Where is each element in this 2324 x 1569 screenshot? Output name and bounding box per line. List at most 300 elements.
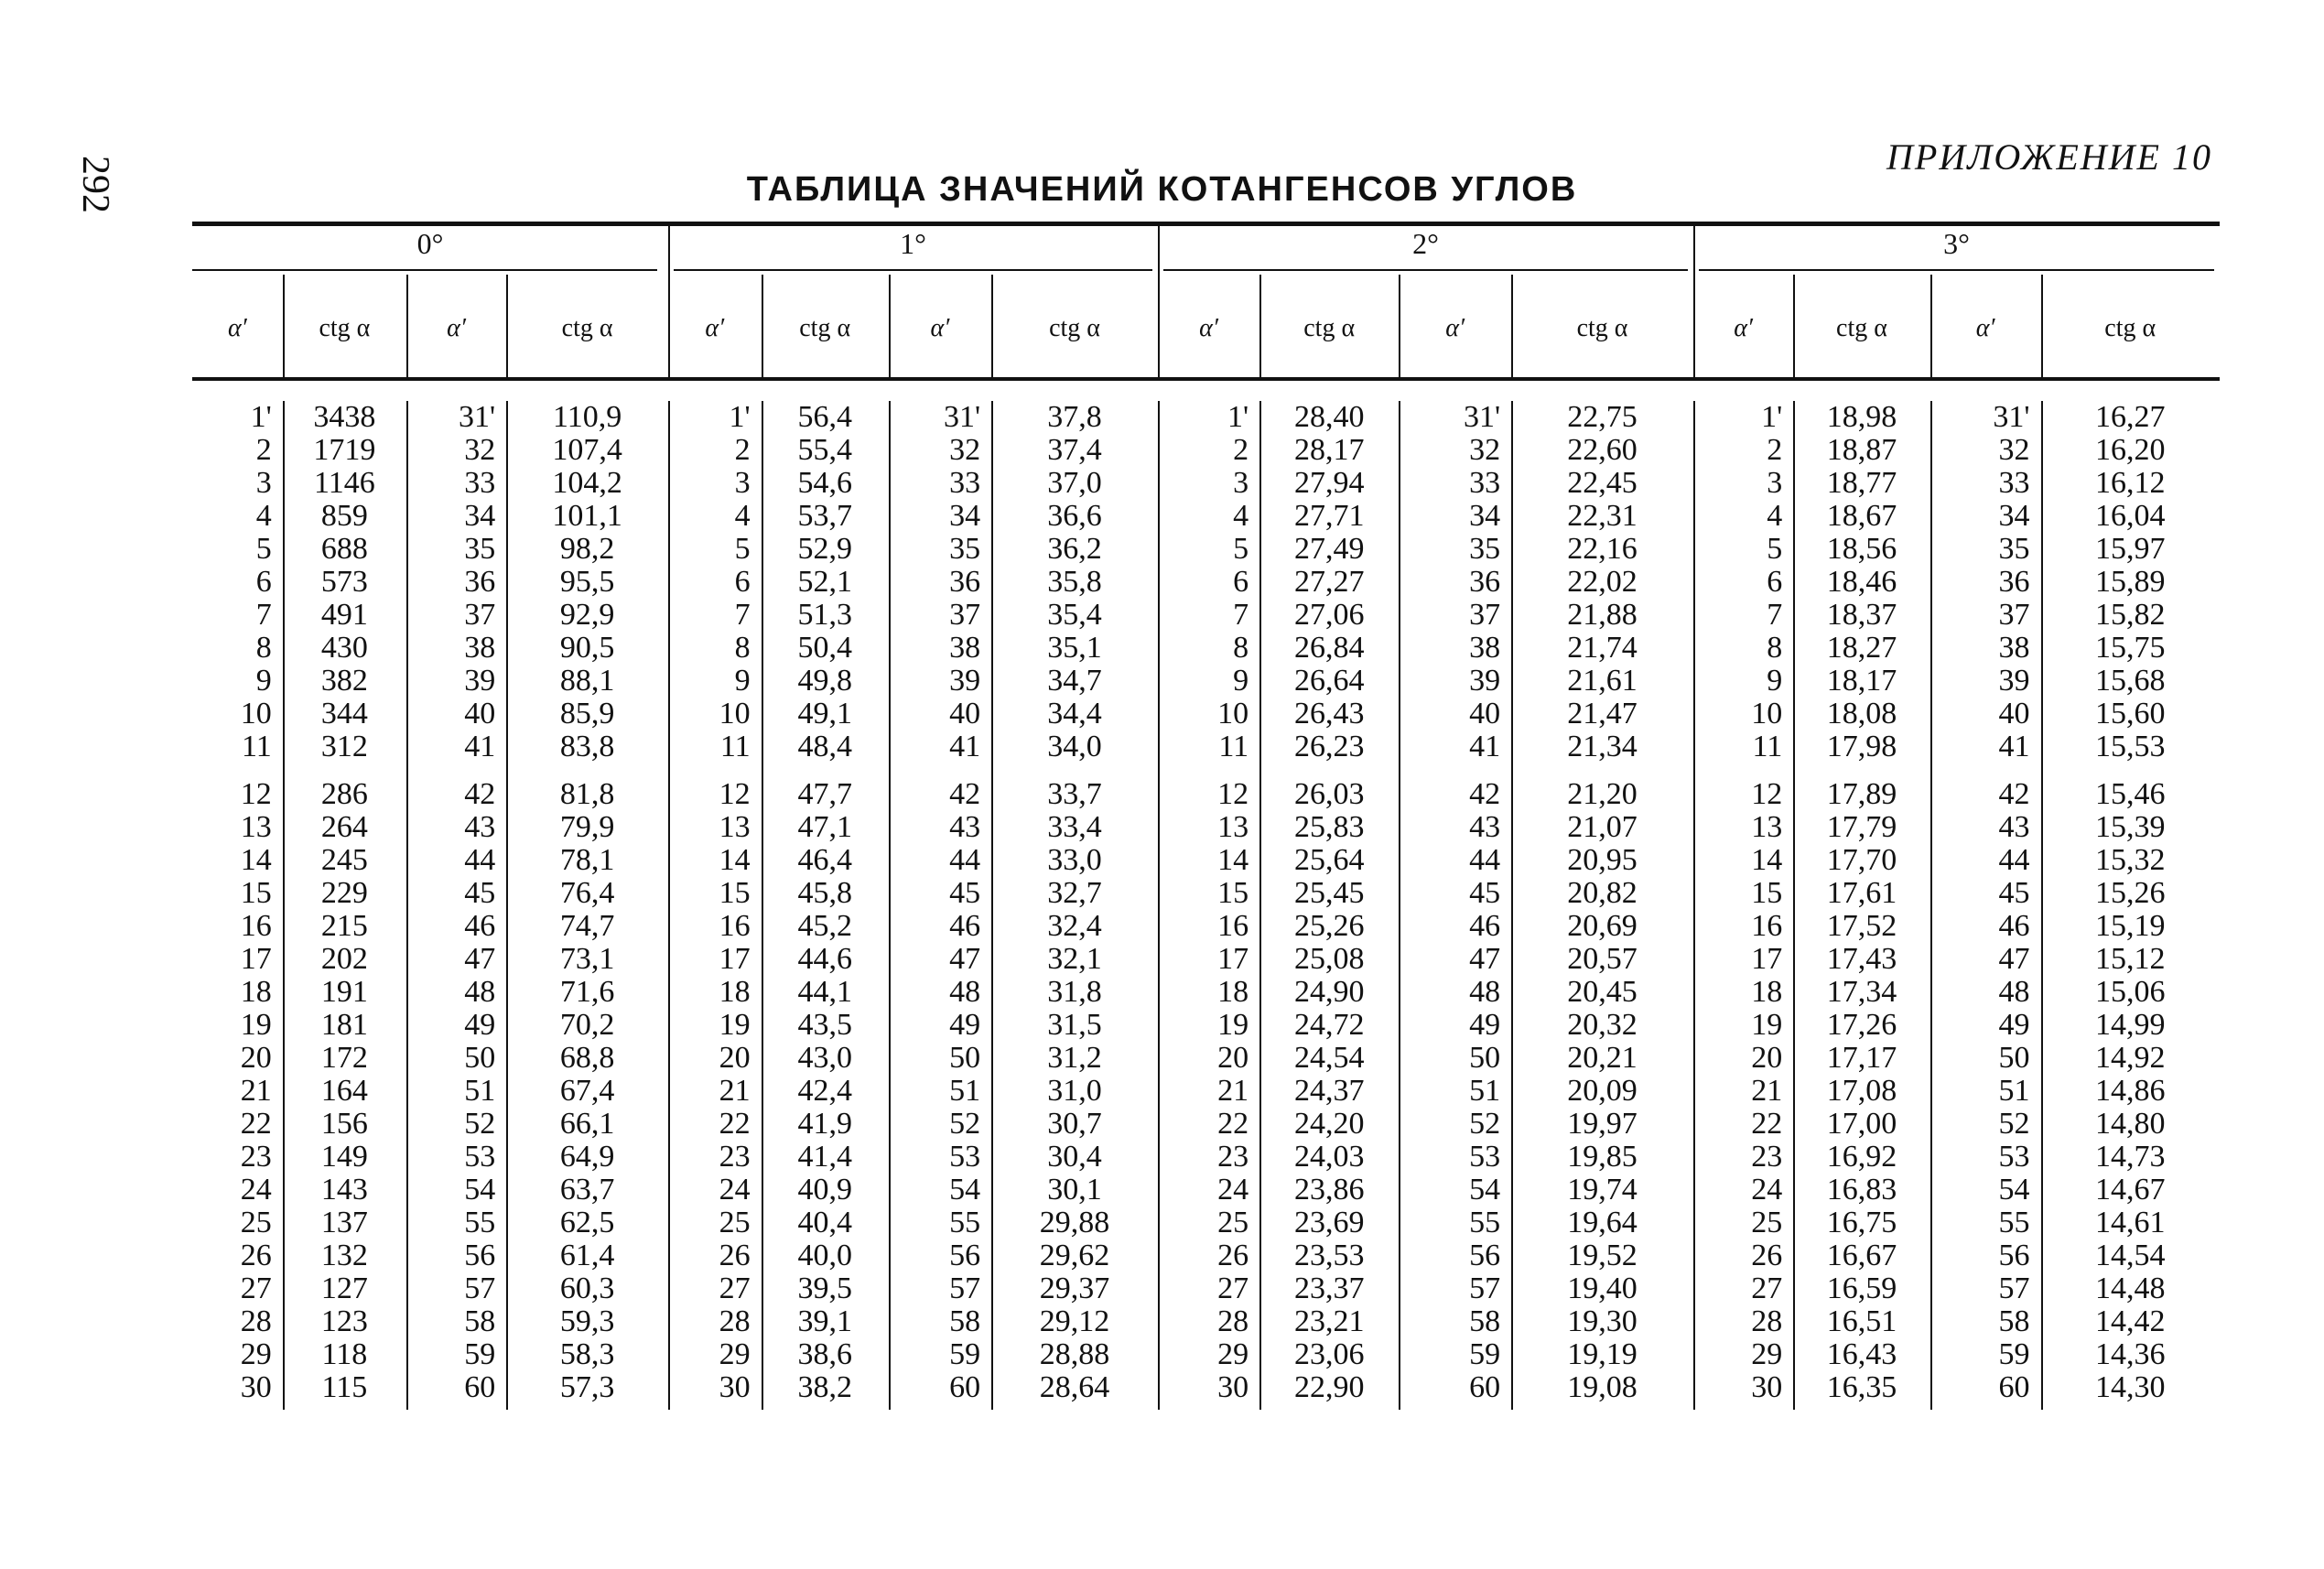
ctg-value-cell: 191 bbox=[320, 975, 368, 1009]
ctg-value-cell: 19,52 bbox=[1567, 1239, 1638, 1272]
degree-underline bbox=[192, 269, 657, 271]
minute-cell: 41 bbox=[949, 730, 981, 763]
minute-cell: 52 bbox=[1998, 1107, 2030, 1141]
minute-cell: 54 bbox=[464, 1173, 496, 1207]
minute-cell: 39 bbox=[949, 664, 981, 698]
degree-underline bbox=[1699, 269, 2214, 271]
row-block-gap bbox=[991, 763, 1158, 778]
minute-cell: 28 bbox=[240, 1304, 272, 1338]
ctg-value-cell: 22,75 bbox=[1567, 400, 1638, 434]
minute-cell: 30 bbox=[240, 1370, 272, 1404]
degree-underline bbox=[1163, 269, 1688, 271]
ctg-value-cell: 19,74 bbox=[1567, 1173, 1638, 1207]
ctg-value-cell: 15,06 bbox=[2095, 975, 2166, 1009]
minute-cell: 31' bbox=[1463, 400, 1501, 434]
minute-cell: 50 bbox=[464, 1041, 496, 1075]
minute-cell: 30 bbox=[1751, 1370, 1783, 1404]
ctg-values-column bbox=[283, 401, 406, 1404]
ctg-value-cell: 3438 bbox=[313, 400, 376, 434]
minute-cell: 58 bbox=[1469, 1304, 1501, 1338]
minute-cell: 38 bbox=[464, 631, 496, 665]
ctg-value-cell: 137 bbox=[320, 1206, 368, 1239]
ctg-value-cell: 23,06 bbox=[1293, 1337, 1365, 1371]
minute-cell: 1' bbox=[1227, 400, 1249, 434]
minute-cell: 35 bbox=[1998, 532, 2030, 566]
ctg-value-cell: 115 bbox=[321, 1370, 368, 1404]
ctg-value-cell: 1719 bbox=[313, 433, 376, 467]
ctg-value-cell: 430 bbox=[320, 631, 368, 665]
minutes-column bbox=[668, 401, 751, 1404]
minute-cell: 4 bbox=[1233, 499, 1249, 533]
minute-cell: 20 bbox=[1751, 1041, 1783, 1075]
ctg-value-cell: 29,12 bbox=[1039, 1304, 1110, 1338]
ctg-value-cell: 15,12 bbox=[2095, 942, 2166, 976]
minute-cell: 59 bbox=[1998, 1337, 2030, 1371]
minute-cell: 57 bbox=[1469, 1271, 1501, 1305]
minute-cell: 2 bbox=[255, 433, 272, 467]
minute-cell: 39 bbox=[464, 664, 496, 698]
ctg-value-cell: 81,8 bbox=[559, 777, 615, 811]
minute-cell: 47 bbox=[464, 942, 496, 976]
minute-cell: 48 bbox=[1998, 975, 2030, 1009]
minute-cell: 45 bbox=[1998, 876, 2030, 910]
minute-cell: 52 bbox=[464, 1107, 496, 1141]
ctg-value-cell: 491 bbox=[320, 598, 368, 632]
minute-cell: 34 bbox=[464, 499, 496, 533]
body-column-rule bbox=[762, 401, 763, 1410]
ctg-value-cell: 27,71 bbox=[1293, 499, 1365, 533]
minute-cell: 38 bbox=[949, 631, 981, 665]
minute-cell: 21 bbox=[1217, 1074, 1249, 1108]
minute-cell: 26 bbox=[1217, 1239, 1249, 1272]
ctg-value-cell: 28,64 bbox=[1039, 1370, 1110, 1404]
minute-cell: 10 bbox=[1751, 697, 1783, 730]
ctg-value-cell: 14,86 bbox=[2095, 1074, 2166, 1108]
ctg-value-cell: 20,95 bbox=[1567, 843, 1638, 877]
minute-cell: 40 bbox=[1469, 697, 1501, 730]
body-column-rule bbox=[889, 401, 891, 1410]
minute-cell: 6 bbox=[1233, 565, 1249, 599]
ctg-value-cell: 24,03 bbox=[1293, 1140, 1365, 1174]
ctg-header: ctg α bbox=[799, 314, 851, 342]
ctg-value-cell: 156 bbox=[320, 1107, 368, 1141]
minute-cell: 54 bbox=[1998, 1173, 2030, 1207]
minute-cell: 38 bbox=[1998, 631, 2030, 665]
minutes-header: α′ bbox=[227, 314, 247, 342]
minute-cell: 14 bbox=[719, 843, 751, 877]
ctg-value-cell: 25,08 bbox=[1293, 942, 1365, 976]
minute-cell: 56 bbox=[1998, 1239, 2030, 1272]
ctg-value-cell: 53,7 bbox=[797, 499, 852, 533]
ctg-value-cell: 16,59 bbox=[1826, 1271, 1897, 1305]
minute-cell: 1' bbox=[250, 400, 272, 434]
header-column-rule bbox=[1693, 304, 1695, 377]
minute-cell: 38 bbox=[1469, 631, 1501, 665]
ctg-value-cell: 15,82 bbox=[2095, 598, 2166, 632]
body-column-rule bbox=[283, 401, 285, 1410]
minute-cell: 27 bbox=[1751, 1271, 1783, 1305]
ctg-value-cell: 38,6 bbox=[797, 1337, 852, 1371]
minute-cell: 21 bbox=[240, 1074, 272, 1108]
minute-cell: 6 bbox=[1767, 565, 1783, 599]
header-column-rule bbox=[506, 275, 508, 377]
minute-cell: 9 bbox=[734, 664, 751, 698]
ctg-value-cell: 15,60 bbox=[2095, 697, 2166, 730]
minutes-column bbox=[1158, 401, 1248, 1404]
minute-cell: 34 bbox=[1469, 499, 1501, 533]
minute-cell: 37 bbox=[1998, 598, 2030, 632]
ctg-value-cell: 46,4 bbox=[797, 843, 852, 877]
ctg-value-cell: 36,2 bbox=[1047, 532, 1102, 566]
ctg-value-cell: 61,4 bbox=[559, 1239, 615, 1272]
ctg-value-cell: 15,53 bbox=[2095, 730, 2166, 763]
minute-cell: 45 bbox=[949, 876, 981, 910]
minute-cell: 46 bbox=[1998, 909, 2030, 943]
minute-cell: 46 bbox=[1469, 909, 1501, 943]
minute-cell: 16 bbox=[719, 909, 751, 943]
ctg-value-cell: 20,09 bbox=[1567, 1074, 1638, 1108]
minute-cell: 44 bbox=[949, 843, 981, 877]
minute-cell: 13 bbox=[240, 810, 272, 844]
minute-cell: 42 bbox=[1469, 777, 1501, 811]
minute-cell: 29 bbox=[719, 1337, 751, 1371]
ctg-value-cell: 38,2 bbox=[797, 1370, 852, 1404]
row-block-gap bbox=[1259, 763, 1399, 778]
ctg-value-cell: 17,00 bbox=[1826, 1107, 1897, 1141]
minute-cell: 9 bbox=[255, 664, 272, 698]
ctg-value-cell: 24,90 bbox=[1293, 975, 1365, 1009]
ctg-value-cell: 15,46 bbox=[2095, 777, 2166, 811]
minute-cell: 36 bbox=[1998, 565, 2030, 599]
minute-cell: 36 bbox=[1469, 565, 1501, 599]
ctg-value-cell: 22,90 bbox=[1293, 1370, 1365, 1404]
minute-cell: 29 bbox=[1217, 1337, 1249, 1371]
ctg-value-cell: 14,73 bbox=[2095, 1140, 2166, 1174]
ctg-value-cell: 26,84 bbox=[1293, 631, 1365, 665]
minute-cell: 4 bbox=[734, 499, 751, 533]
ctg-value-cell: 18,08 bbox=[1826, 697, 1897, 730]
minute-cell: 43 bbox=[1469, 810, 1501, 844]
ctg-value-cell: 26,23 bbox=[1293, 730, 1365, 763]
minute-cell: 12 bbox=[1751, 777, 1783, 811]
minute-cell: 33 bbox=[464, 466, 496, 500]
ctg-value-cell: 68,8 bbox=[559, 1041, 615, 1075]
minutes-header: α′ bbox=[705, 314, 725, 342]
minute-cell: 27 bbox=[1217, 1271, 1249, 1305]
ctg-value-cell: 26,64 bbox=[1293, 664, 1365, 698]
table-title: ТАБЛИЦА ЗНАЧЕНИЙ КОТАНГЕНСОВ УГЛОВ bbox=[746, 170, 1578, 209]
ctg-value-cell: 30,1 bbox=[1047, 1173, 1102, 1207]
ctg-value-cell: 32,4 bbox=[1047, 909, 1102, 943]
minute-cell: 51 bbox=[464, 1074, 496, 1108]
minute-cell: 22 bbox=[1217, 1107, 1249, 1141]
minute-cell: 26 bbox=[240, 1239, 272, 1272]
ctg-value-cell: 49,8 bbox=[797, 664, 852, 698]
minute-cell: 55 bbox=[1469, 1206, 1501, 1239]
ctg-value-cell: 66,1 bbox=[559, 1107, 615, 1141]
minute-cell: 24 bbox=[240, 1173, 272, 1207]
minute-cell: 22 bbox=[240, 1107, 272, 1141]
ctg-value-cell: 21,88 bbox=[1567, 598, 1638, 632]
minute-cell: 28 bbox=[1751, 1304, 1783, 1338]
ctg-value-cell: 20,57 bbox=[1567, 942, 1638, 976]
minute-cell: 23 bbox=[1217, 1140, 1249, 1174]
minute-cell: 25 bbox=[1751, 1206, 1783, 1239]
ctg-value-cell: 29,62 bbox=[1039, 1239, 1110, 1272]
minute-cell: 47 bbox=[1998, 942, 2030, 976]
minute-cell: 16 bbox=[1217, 909, 1249, 943]
ctg-value-cell: 56,4 bbox=[797, 400, 852, 434]
ctg-value-cell: 24,72 bbox=[1293, 1008, 1365, 1042]
header-column-rule bbox=[1511, 275, 1513, 377]
header-column-rule bbox=[283, 275, 285, 377]
minute-cell: 37 bbox=[949, 598, 981, 632]
minute-cell: 8 bbox=[1233, 631, 1249, 665]
minutes-column bbox=[192, 401, 272, 1404]
minute-cell: 5 bbox=[1233, 532, 1249, 566]
minute-cell: 14 bbox=[1217, 843, 1249, 877]
minute-cell: 49 bbox=[1998, 1008, 2030, 1042]
body-column-rule bbox=[1693, 401, 1695, 1410]
minute-cell: 21 bbox=[719, 1074, 751, 1108]
ctg-value-cell: 16,92 bbox=[1826, 1140, 1897, 1174]
minute-cell: 53 bbox=[949, 1140, 981, 1174]
minute-cell: 52 bbox=[1469, 1107, 1501, 1141]
ctg-value-cell: 60,3 bbox=[559, 1271, 615, 1305]
ctg-value-cell: 16,12 bbox=[2095, 466, 2166, 500]
ctg-value-cell: 22,16 bbox=[1567, 532, 1638, 566]
minute-cell: 29 bbox=[1751, 1337, 1783, 1371]
ctg-value-cell: 40,0 bbox=[797, 1239, 852, 1272]
ctg-value-cell: 21,74 bbox=[1567, 631, 1638, 665]
ctg-value-cell: 20,32 bbox=[1567, 1008, 1638, 1042]
ctg-header: ctg α bbox=[1836, 314, 1887, 342]
minute-cell: 7 bbox=[255, 598, 272, 632]
minute-cell: 60 bbox=[949, 1370, 981, 1404]
ctg-value-cell: 98,2 bbox=[559, 532, 615, 566]
ctg-value-cell: 73,1 bbox=[559, 942, 615, 976]
minute-cell: 45 bbox=[464, 876, 496, 910]
ctg-value-cell: 58,3 bbox=[559, 1337, 615, 1371]
body-column-rule bbox=[2041, 401, 2043, 1410]
ctg-value-cell: 19,40 bbox=[1567, 1271, 1638, 1305]
row-block-gap bbox=[283, 763, 406, 778]
ctg-value-cell: 688 bbox=[320, 532, 368, 566]
ctg-value-cell: 27,27 bbox=[1293, 565, 1365, 599]
minute-cell: 3 bbox=[1767, 466, 1783, 500]
minute-cell: 59 bbox=[1469, 1337, 1501, 1371]
ctg-value-cell: 20,45 bbox=[1567, 975, 1638, 1009]
ctg-value-cell: 95,5 bbox=[559, 565, 615, 599]
minute-cell: 42 bbox=[1998, 777, 2030, 811]
minute-cell: 23 bbox=[719, 1140, 751, 1174]
ctg-value-cell: 59,3 bbox=[559, 1304, 615, 1338]
ctg-value-cell: 19,30 bbox=[1567, 1304, 1638, 1338]
column-headers bbox=[192, 275, 2220, 383]
row-block-gap bbox=[889, 763, 980, 778]
body-column-rule bbox=[1259, 401, 1261, 1410]
ctg-value-cell: 79,9 bbox=[559, 810, 615, 844]
header-column-rule bbox=[1793, 275, 1795, 377]
minute-cell: 42 bbox=[949, 777, 981, 811]
ctg-value-cell: 23,69 bbox=[1293, 1206, 1365, 1239]
minute-cell: 34 bbox=[1998, 499, 2030, 533]
ctg-value-cell: 17,17 bbox=[1826, 1041, 1897, 1075]
minute-cell: 13 bbox=[1217, 810, 1249, 844]
minute-cell: 55 bbox=[464, 1206, 496, 1239]
body-column-rule bbox=[668, 401, 670, 1410]
minute-cell: 25 bbox=[719, 1206, 751, 1239]
minute-cell: 25 bbox=[240, 1206, 272, 1239]
ctg-value-cell: 49,1 bbox=[797, 697, 852, 730]
degree-label: 3° bbox=[1943, 227, 1970, 260]
minute-cell: 4 bbox=[1767, 499, 1783, 533]
minute-cell: 53 bbox=[1469, 1140, 1501, 1174]
minute-cell: 51 bbox=[1469, 1074, 1501, 1108]
ctg-value-cell: 50,4 bbox=[797, 631, 852, 665]
ctg-value-cell: 172 bbox=[320, 1041, 368, 1075]
minute-cell: 8 bbox=[255, 631, 272, 665]
ctg-value-cell: 16,04 bbox=[2095, 499, 2166, 533]
minute-cell: 59 bbox=[464, 1337, 496, 1371]
body-column-rule bbox=[1511, 401, 1513, 1410]
ctg-value-cell: 101,1 bbox=[552, 499, 622, 533]
ctg-value-cell: 127 bbox=[320, 1271, 368, 1305]
ctg-value-cell: 20,82 bbox=[1567, 876, 1638, 910]
minutes-column bbox=[889, 401, 980, 1404]
ctg-value-cell: 104,2 bbox=[552, 466, 622, 500]
minute-cell: 17 bbox=[719, 942, 751, 976]
ctg-value-cell: 17,52 bbox=[1826, 909, 1897, 943]
ctg-value-cell: 26,43 bbox=[1293, 697, 1365, 730]
ctg-value-cell: 41,4 bbox=[797, 1140, 852, 1174]
ctg-value-cell: 132 bbox=[320, 1239, 368, 1272]
ctg-value-cell: 21,34 bbox=[1567, 730, 1638, 763]
minute-cell: 1' bbox=[729, 400, 751, 434]
body-column-rule bbox=[506, 401, 508, 1410]
ctg-value-cell: 48,4 bbox=[797, 730, 852, 763]
ctg-value-cell: 24,54 bbox=[1293, 1041, 1365, 1075]
minute-cell: 6 bbox=[255, 565, 272, 599]
minute-cell: 22 bbox=[1751, 1107, 1783, 1141]
body-column-rule bbox=[1930, 401, 1932, 1410]
ctg-value-cell: 14,48 bbox=[2095, 1271, 2166, 1305]
minute-cell: 60 bbox=[464, 1370, 496, 1404]
ctg-value-cell: 20,69 bbox=[1567, 909, 1638, 943]
ctg-value-cell: 215 bbox=[320, 909, 368, 943]
page-number: 292 bbox=[74, 156, 116, 213]
ctg-value-cell: 17,70 bbox=[1826, 843, 1897, 877]
minute-cell: 53 bbox=[464, 1140, 496, 1174]
minute-cell: 33 bbox=[1469, 466, 1501, 500]
body-column-rule bbox=[406, 401, 408, 1410]
minute-cell: 49 bbox=[949, 1008, 981, 1042]
minute-cell: 20 bbox=[1217, 1041, 1249, 1075]
ctg-header: ctg α bbox=[1303, 314, 1356, 342]
ctg-value-cell: 15,32 bbox=[2095, 843, 2166, 877]
ctg-value-cell: 18,17 bbox=[1826, 664, 1897, 698]
ctg-value-cell: 17,89 bbox=[1826, 777, 1897, 811]
ctg-value-cell: 43,5 bbox=[797, 1008, 852, 1042]
ctg-value-cell: 27,49 bbox=[1293, 532, 1365, 566]
ctg-value-cell: 14,36 bbox=[2095, 1337, 2166, 1371]
ctg-value-cell: 16,67 bbox=[1826, 1239, 1897, 1272]
minute-cell: 31' bbox=[459, 400, 496, 434]
minute-cell: 15 bbox=[1217, 876, 1249, 910]
ctg-value-cell: 19,08 bbox=[1567, 1370, 1638, 1404]
degree-label: 0° bbox=[416, 227, 444, 260]
minute-cell: 48 bbox=[464, 975, 496, 1009]
ctg-value-cell: 22,31 bbox=[1567, 499, 1638, 533]
minute-cell: 40 bbox=[464, 697, 496, 730]
minute-cell: 47 bbox=[1469, 942, 1501, 976]
minute-cell: 8 bbox=[734, 631, 751, 665]
degree-label: 2° bbox=[1412, 227, 1439, 260]
ctg-value-cell: 40,4 bbox=[797, 1206, 852, 1239]
ctg-value-cell: 16,20 bbox=[2095, 433, 2166, 467]
minute-cell: 24 bbox=[719, 1173, 751, 1207]
body-column-rule bbox=[991, 401, 993, 1410]
ctg-value-cell: 33,0 bbox=[1047, 843, 1102, 877]
ctg-value-cell: 16,43 bbox=[1826, 1337, 1897, 1371]
minute-cell: 2 bbox=[1767, 433, 1783, 467]
ctg-value-cell: 181 bbox=[320, 1008, 368, 1042]
ctg-value-cell: 312 bbox=[320, 730, 368, 763]
ctg-value-cell: 37,8 bbox=[1047, 400, 1102, 434]
row-block-gap bbox=[1930, 763, 2030, 778]
ctg-value-cell: 18,37 bbox=[1826, 598, 1897, 632]
ctg-value-cell: 29,37 bbox=[1039, 1271, 1110, 1305]
minute-cell: 50 bbox=[949, 1041, 981, 1075]
ctg-value-cell: 15,68 bbox=[2095, 664, 2166, 698]
minute-cell: 37 bbox=[464, 598, 496, 632]
minute-cell: 49 bbox=[464, 1008, 496, 1042]
minute-cell: 57 bbox=[949, 1271, 981, 1305]
minute-cell: 14 bbox=[1751, 843, 1783, 877]
ctg-value-cell: 16,75 bbox=[1826, 1206, 1897, 1239]
minute-cell: 5 bbox=[1767, 532, 1783, 566]
minute-cell: 32 bbox=[1469, 433, 1501, 467]
ctg-value-cell: 859 bbox=[320, 499, 368, 533]
minute-cell: 9 bbox=[1233, 664, 1249, 698]
ctg-value-cell: 63,7 bbox=[559, 1173, 615, 1207]
ctg-value-cell: 37,0 bbox=[1047, 466, 1102, 500]
minute-cell: 17 bbox=[1751, 942, 1783, 976]
ctg-value-cell: 92,9 bbox=[559, 598, 615, 632]
ctg-value-cell: 15,19 bbox=[2095, 909, 2166, 943]
ctg-value-cell: 19,64 bbox=[1567, 1206, 1638, 1239]
minute-cell: 29 bbox=[240, 1337, 272, 1371]
minute-cell: 54 bbox=[1469, 1173, 1501, 1207]
minute-cell: 14 bbox=[240, 843, 272, 877]
ctg-value-cell: 19,19 bbox=[1567, 1337, 1638, 1371]
ctg-value-cell: 32,1 bbox=[1047, 942, 1102, 976]
ctg-value-cell: 16,35 bbox=[1826, 1370, 1897, 1404]
ctg-value-cell: 22,60 bbox=[1567, 433, 1638, 467]
minute-cell: 15 bbox=[240, 876, 272, 910]
ctg-value-cell: 26,03 bbox=[1293, 777, 1365, 811]
ctg-value-cell: 1146 bbox=[314, 466, 375, 500]
ctg-value-cell: 22,02 bbox=[1567, 565, 1638, 599]
ctg-value-cell: 64,9 bbox=[559, 1140, 615, 1174]
ctg-value-cell: 23,37 bbox=[1293, 1271, 1365, 1305]
header-column-rule bbox=[668, 304, 670, 377]
ctg-value-cell: 40,9 bbox=[797, 1173, 852, 1207]
minute-cell: 43 bbox=[949, 810, 981, 844]
ctg-value-cell: 107,4 bbox=[552, 433, 622, 467]
ctg-value-cell: 17,08 bbox=[1826, 1074, 1897, 1108]
minute-cell: 6 bbox=[734, 565, 751, 599]
